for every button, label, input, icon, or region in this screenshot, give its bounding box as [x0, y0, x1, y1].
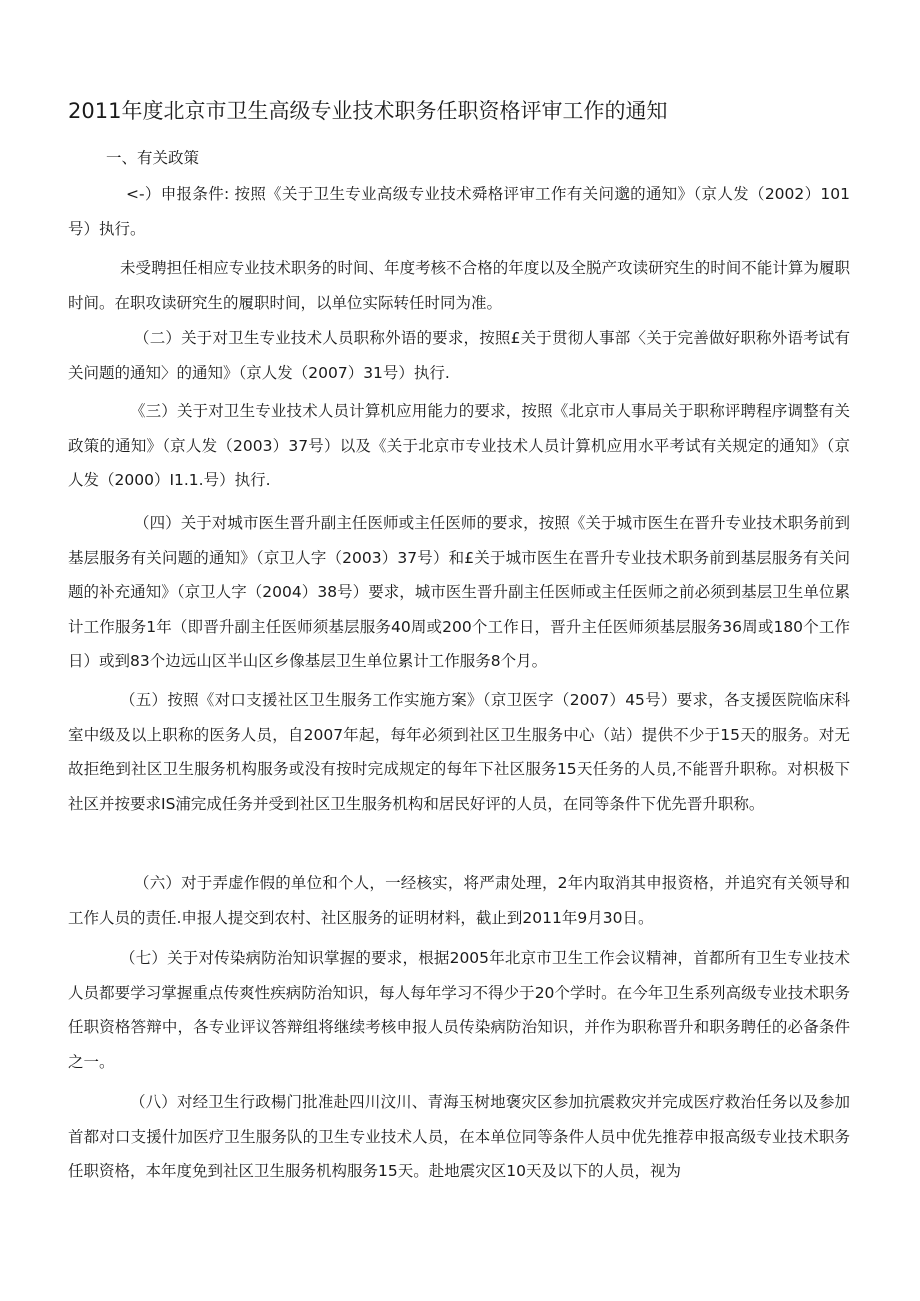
- paragraph-infectious-disease: （七）关于对传染病防治知识掌握的要求，根据2005年北京市卫生工作会议精神，首都所有卫生专业技术人员都要学习掌握重点传爽性疾病防治知识，每人每年学习不得少于20个学时。在今年卫生系列高级专业技术职务任职资格答辩中，各专业评议答辩组将继续考核申报人员传染病防治知识，并作为职称晋升和职务聘任的必备条件之一。: [68, 949, 850, 1071]
- paragraph-disaster-relief: （八）对经卫生行政楊门批准赴四川汶川、青海玉树地褒灾区参加抗震救灾并完成医疗救治任务以及参加首都对口支援什加医疗卫生服务队的卫生专业技术人员，在本单位同等条件人员中优先推荐申报高级专业技术职务任职资格，本年度免到社区卫生服务机构服务15天。赴地震灾区10天及以下的人员，视为: [68, 1093, 850, 1180]
- paragraph-community-support: （五）按照《对口支援社区卫生服务工作实施方案》（京卫医字（2007）45号）要求，各支援医院临床科室中级及以上职称的医务人员，自2007年起，每年必须到社区卫生服务中心（站）提供不少于15天的服务。对无故拒绝到社区卫生服务机构服务或没有按时完成规定的每年下社区服务15天任务的人员,不能晋升职称。对枳极下社区并按要求IS浦完成任务并受到社区卫生服务机构和居民好评的人员，在同等条件下优先晋升职称。: [68, 691, 850, 813]
- paragraph-computer-skills: 《三）关于对卫生专业技术人员计算机应用能力的要求，按照《北京市人事局关于职称评聘程序调整有关政策的通知》（京人发（2003）37号）以及《关于北京市专业技术人员计算机应用水平考试有关规定的通知》（京人发（2000）I1.1.号）执行.: [68, 402, 850, 489]
- paragraph-foreign-language: （二）关于对卫生专业技术人员职称外语的要求，按照£关于贯彻人事部〈关于完善做好职称外语考试有关问题的通知〉的通知》（京人发（2007）31号）执行.: [68, 329, 850, 382]
- paragraph-application-conditions: <-）申报条件: 按照《关于卫生专业高级专业技术舜格评审工作有关问邈的通知》（京人发（2002）101号）执行。: [68, 185, 850, 238]
- paragraph-service-time: 未受聘担任相应专业技术职务的时间、年度考核不合格的年度以及全脱产攻读研究生的时间不能计算为履职时间。在职攻读研究生的履职时间，以单位实际转任时同为准。: [68, 259, 850, 312]
- paragraph-grassroots-service: （四）关于对城市医生晋升副主任医师或主任医师的要求，按照《关于城市医生在晋升专业技术职务前到基层服务有关问题的通知》（京卫人字（2003）37号）和£关于城市医生在晋升专业技术职务前到基层服务有关问题的补充通知》（京卫人字（2004）38号）要求，城市医生晋升副主任医师或主任医师之前必须到基层卫生单位累计工作服务1年（即晋升副主任医师须基层服务40周或200个工作日，晋升主任医师须基层服务36周或180个工作日）或到83个边远山区半山区乡像基层卫生单位累计工作服务8个月。: [68, 514, 850, 670]
- paragraph-fraud-handling: （六）对于弄虚作假的单位和个人，一经核实，将严肃处理，2年内取消其申报资格，并追究有关领导和工作人员的责任.申报人提交到农村、社区服务的证明材料，截止到2011年9月30日。: [68, 874, 850, 927]
- section-heading: 一、有关政策: [106, 149, 200, 167]
- document-title: 2011年度北京市卫生高级专业技术职务任职资格评审工作的通知: [68, 99, 668, 123]
